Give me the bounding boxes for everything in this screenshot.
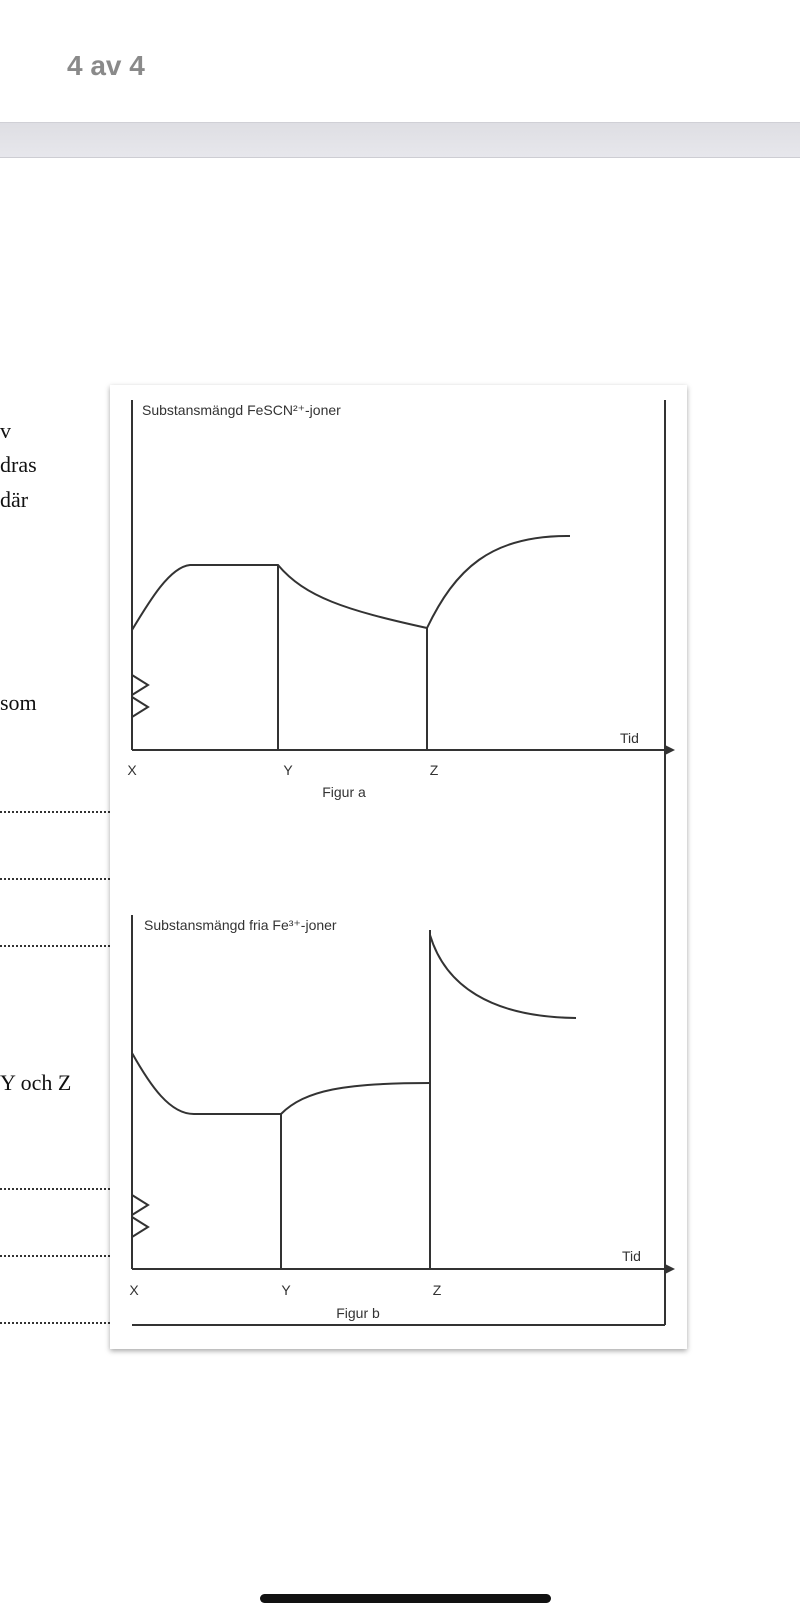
panel-a-caption: Figur a — [322, 784, 366, 800]
panel-a-tick-x: X — [127, 762, 137, 778]
figure-svg — [110, 385, 687, 1349]
panel-a-axis-break — [132, 697, 148, 717]
panel-b-tick-y: Y — [281, 1282, 291, 1298]
panel-b-axis-break — [132, 1195, 148, 1215]
panel-b-caption: Figur b — [336, 1305, 380, 1321]
answer-line — [0, 1255, 110, 1257]
panel-b-xlabel: Tid — [622, 1248, 641, 1264]
text-fragment-5: Y och Z — [0, 1070, 72, 1095]
toolbar-bar — [0, 122, 800, 158]
panel-a-curve — [132, 536, 570, 630]
panel-b-x-arrow — [665, 1264, 675, 1274]
answer-line — [0, 1322, 110, 1324]
panel-b-ylabel: Substansmängd fria Fe³⁺-joner — [144, 917, 337, 933]
panel-a-tick-y: Y — [283, 762, 293, 778]
text-fragment-1: v — [0, 418, 11, 443]
panel-a-tick-z: Z — [429, 762, 439, 778]
panel-a-axis-break — [132, 675, 148, 695]
panel-a-xlabel: Tid — [620, 730, 639, 746]
text-fragment-2: dras — [0, 452, 37, 477]
figure-card — [110, 385, 687, 1349]
answer-line — [0, 811, 110, 813]
text-fragment-3: där — [0, 487, 29, 512]
panel-b-curve-2 — [430, 935, 576, 1018]
panel-b-tick-x: X — [129, 1282, 139, 1298]
answer-line — [0, 1188, 110, 1190]
answer-line — [0, 945, 110, 947]
text-fragment-4: som — [0, 690, 37, 715]
panel-a-ylabel: Substansmängd FeSCN²⁺-joner — [142, 402, 341, 418]
panel-b-tick-z: Z — [432, 1282, 442, 1298]
panel-b-axis-break — [132, 1217, 148, 1237]
panel-a-x-arrow — [665, 745, 675, 755]
panel-b-curve-1 — [132, 1053, 430, 1114]
answer-line — [0, 878, 110, 880]
home-indicator[interactable] — [260, 1594, 551, 1603]
page-counter: 4 av 4 — [67, 50, 145, 81]
